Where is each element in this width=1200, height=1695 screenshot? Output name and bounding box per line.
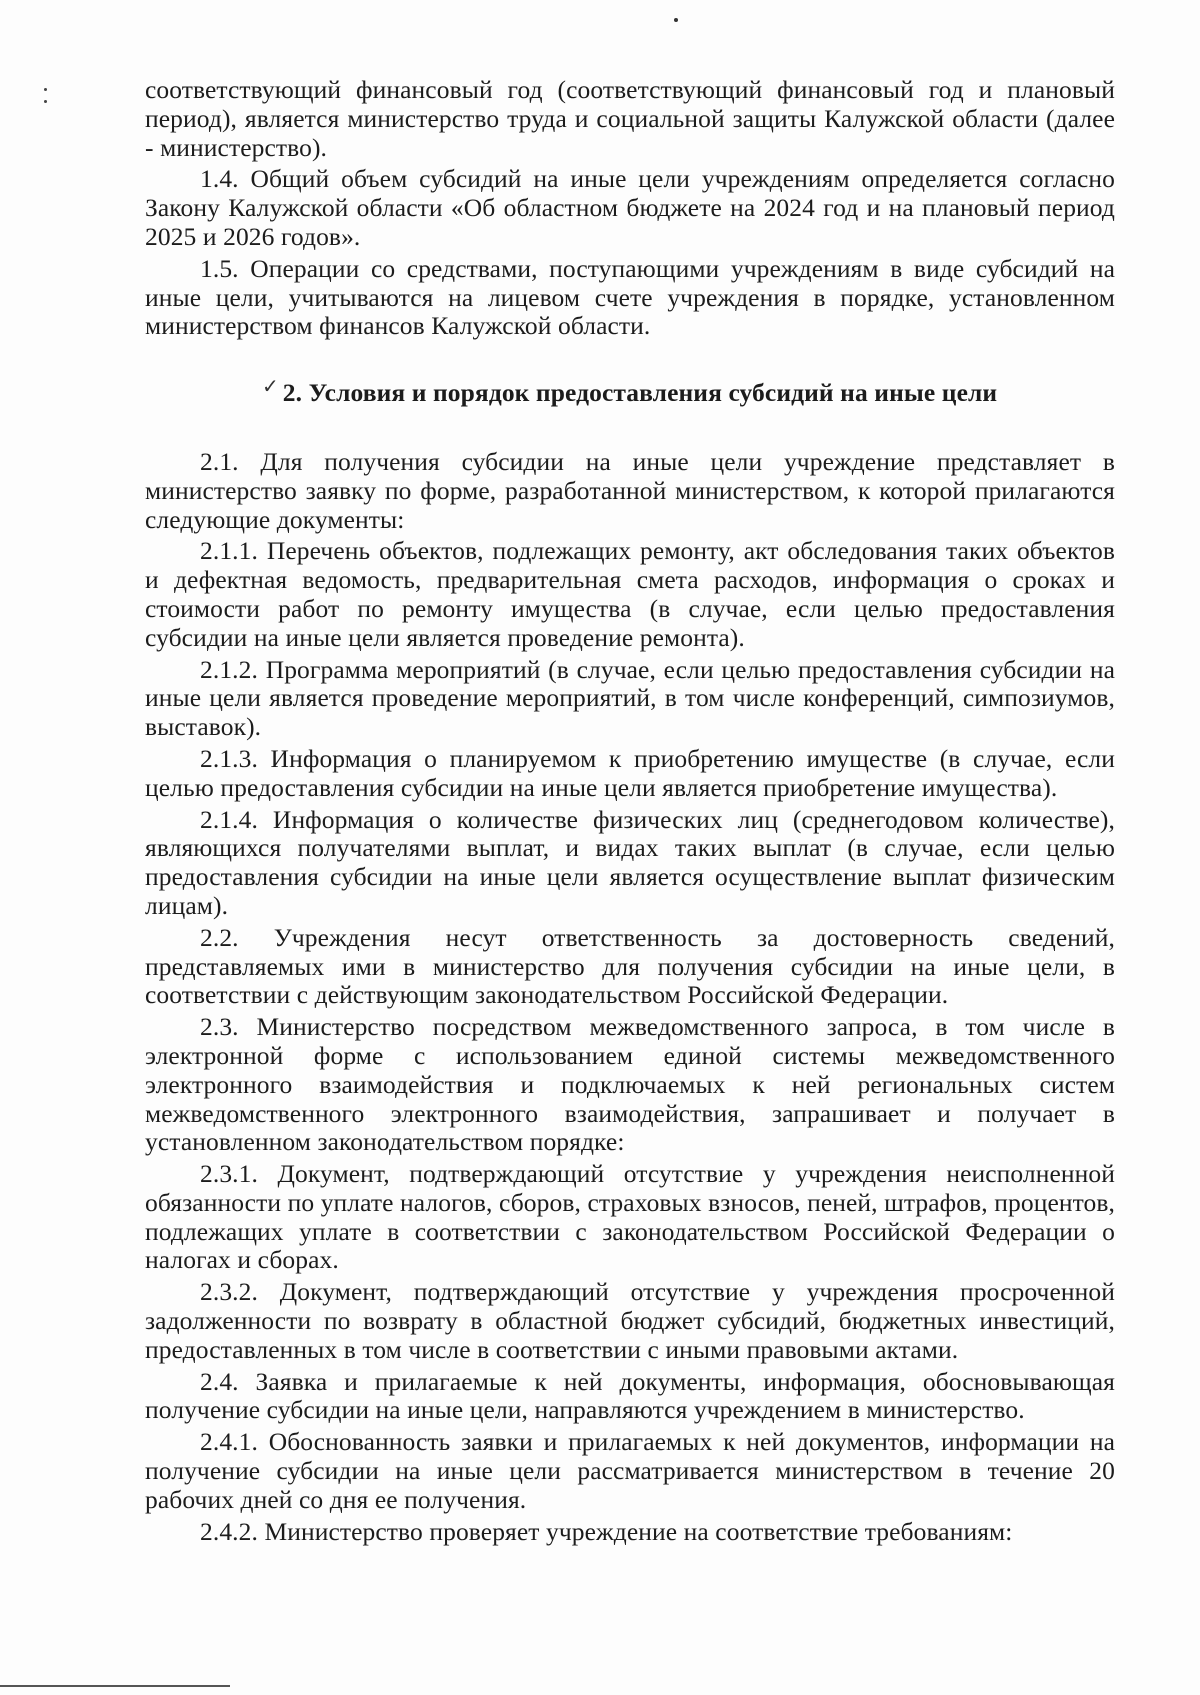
paragraph: 2.3.1. Документ, подтверждающий отсутствие у учреждения неисполненной обязанности по уплате налогов, сборов, страховых взносов, пеней, штрафов, процентов, подлежащих уплате в соответствии с законодательством Российской Федерации о налогах и сборах. xyxy=(145,1159,1115,1275)
paragraph: 2.4.2. Министерство проверяет учреждение на соответствие требованиям: xyxy=(200,1516,1013,1546)
paragraph: 2.1.1. Перечень объектов, подлежащих ремонту, акт обследования таких объектов и дефектная ведомость, предварительная смета расходов, информация о сроках и стоимости работ по ремонту имущества (в случае, если целью предоставления субсидии на иные цели является проведение ремонта). xyxy=(145,536,1115,652)
margin-marks xyxy=(44,88,48,112)
section-heading-text: 2. Условия и порядок предоставления субсидий на иные цели xyxy=(282,378,998,408)
paragraph: 2.1.4. Информация о количестве физических лиц (среднегодовом количестве), являющихся получателями выплат, и видах таких выплат (в случае, если целью предоставления субсидии на иные цели является осуществление выплат физическим лицам). xyxy=(145,804,1115,920)
paragraph: 2.4. Заявка и прилагаемые к ней документы, информация, обосновывающая получение субсидии на иные цели, направляются учреждением в министерство. xyxy=(145,1366,1115,1425)
paragraph: 2.2. Учреждения несут ответственность за достоверность сведений, представляемых ими в министерство для получения субсидии на иные цели, в соответствии с действующим законодательством Российской Федерации. xyxy=(145,922,1115,1010)
paragraph: 1.5. Операции со средствами, поступающими учреждениям в виде субсидий на иные цели, учитываются на лицевом счете учреждения в порядке, установленном министерством финансов Калужской области. xyxy=(145,253,1115,341)
paragraph: 2.1.3. Информация о планируемом к приобретению имуществе (в случае, если целью предоставления субсидии на иные цели является приобретение имущества). xyxy=(145,743,1115,802)
footer-rule xyxy=(0,1685,230,1687)
paragraph: 2.1. Для получения субсидии на иные цели учреждение представляет в министерство заявку по форме, разработанной министерством, к которой прилагаются следующие документы: xyxy=(145,446,1115,534)
paragraph: 1.4. Общий объем субсидий на иные цели учреждениям определяется согласно Закону Калужской области «Об областном бюджете на 2024 год и на плановый период 2025 и 2026 годов». xyxy=(145,164,1115,251)
paragraph: 2.3.2. Документ, подтверждающий отсутствие у учреждения просроченной задолженности по возврату в областной бюджет субсидий, бюджетных инвестиций, предоставленных в том числе в соответствии с иными правовыми актами. xyxy=(145,1277,1115,1364)
check-mark-icon: ✓ xyxy=(262,376,279,399)
paragraph: 2.4.1. Обоснованность заявки и прилагаемых к ней документов, информации на получение субсидии на иные цели рассматривается министерством в течение 20 рабочих дней со дня ее получения. xyxy=(145,1427,1115,1514)
document-body xyxy=(145,76,1115,1549)
paragraph: соответствующий финансовый год (соответствующий финансовый год и плановый период), является министерство труда и социальной защиты Калужской области (далее - министерство). xyxy=(145,75,1115,162)
scan-speck xyxy=(674,18,678,22)
section-heading xyxy=(145,376,1115,408)
paragraph: 2.1.2. Программа мероприятий (в случае, если целью предоставления субсидии на иные цели является проведение мероприятий, в том числе конференций, симпозиумов, выставок). xyxy=(145,654,1115,742)
paragraph: 2.3. Министерство посредством межведомственного запроса, в том числе в электронной форме с использованием единой системы межведомственного электронного взаимодействия и подключаемых к ней региональных систем межведомственного электронного взаимодействия, запрашивает и получает в установленном законодательством порядке: xyxy=(145,1012,1115,1157)
